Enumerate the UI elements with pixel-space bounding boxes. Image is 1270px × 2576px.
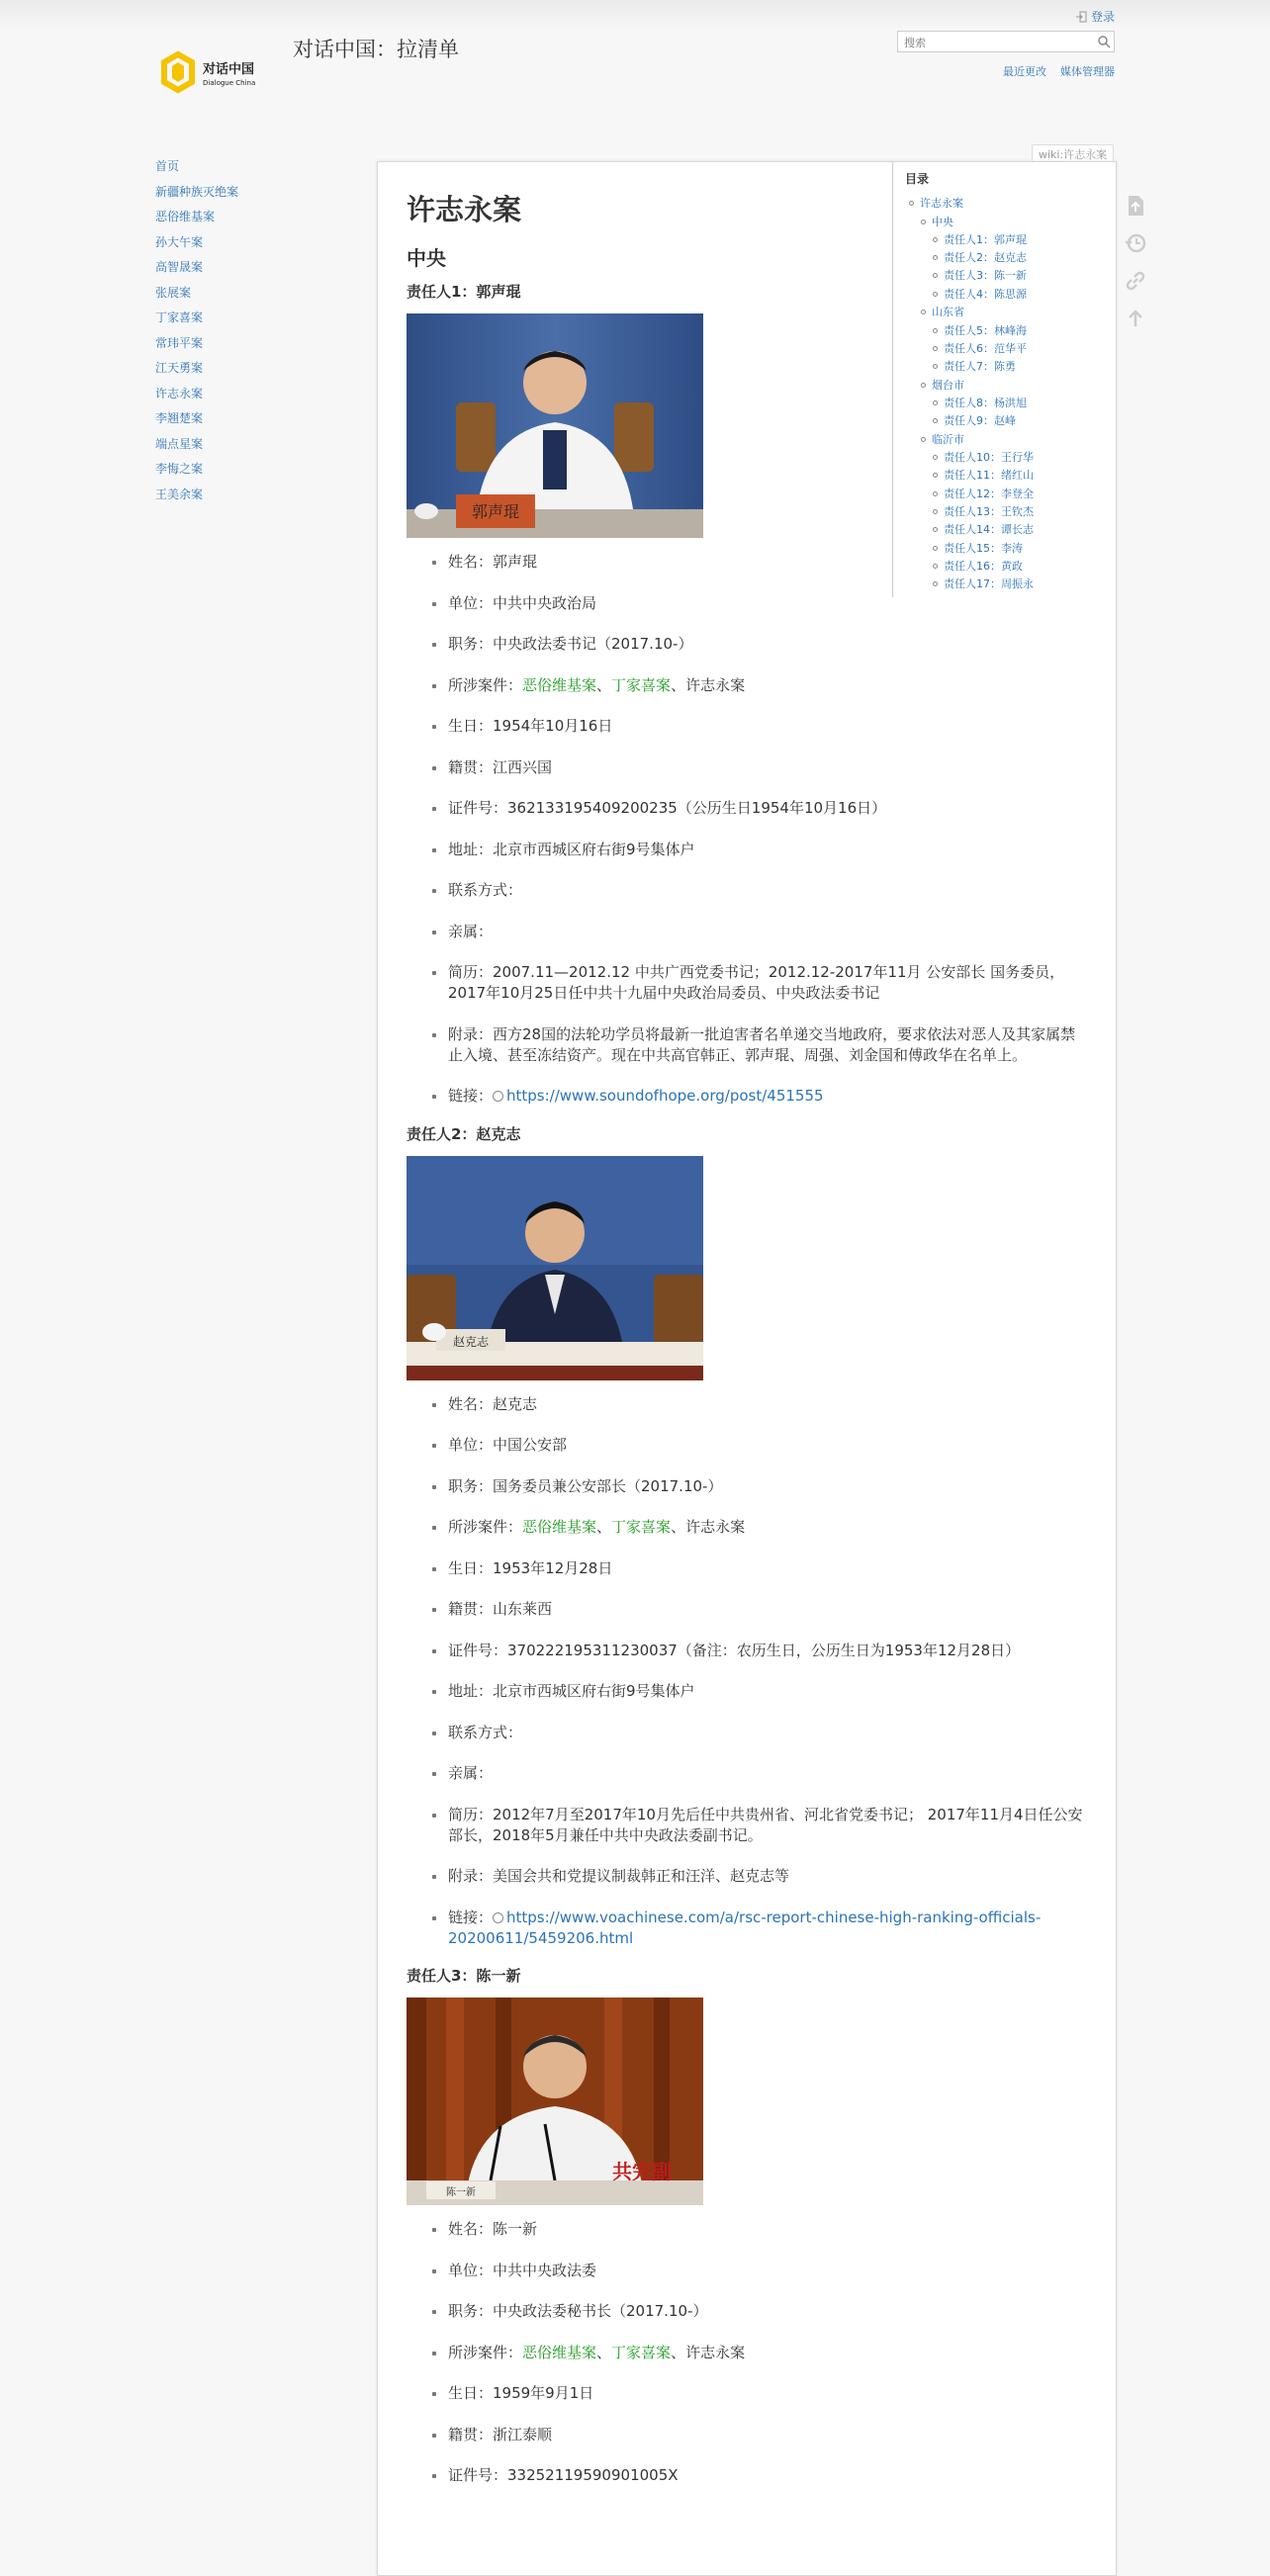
- person-photo[interactable]: [407, 313, 703, 538]
- case-link[interactable]: 丁家喜案: [611, 2343, 672, 2361]
- sidebar-item[interactable]: 李翘楚案: [155, 411, 204, 425]
- toc-item[interactable]: 责任人6：范华平: [944, 342, 1027, 355]
- detail-birthday: 生日：1959年9月1日: [448, 2383, 1089, 2404]
- arrow-up-icon: [1123, 306, 1148, 331]
- detail-origin: 籍贯：浙江泰顺: [448, 2425, 1089, 2445]
- sidebar: [155, 157, 238, 510]
- site-logo[interactable]: [158, 49, 277, 95]
- sidebar-item[interactable]: 常玮平案: [155, 335, 204, 350]
- person-photo[interactable]: [407, 1998, 703, 2205]
- sidebar-item[interactable]: 端点星案: [155, 436, 204, 451]
- toc-item[interactable]: 责任人5：林峰海: [944, 324, 1027, 337]
- person-heading: 责任人3：陈一新: [407, 1967, 521, 1985]
- page-content-area: [377, 161, 1117, 2576]
- recent-changes-link[interactable]: 最近更改: [1003, 65, 1046, 78]
- search-box[interactable]: [897, 31, 1115, 52]
- detail-relatives: 亲属：: [448, 922, 1089, 942]
- detail-unit: 单位：中共中央政法委: [448, 2261, 1089, 2281]
- person-details: [407, 2219, 1089, 2486]
- media-manager-link[interactable]: 媒体管理器: [1060, 65, 1115, 78]
- name-placard: 赵克志: [452, 1334, 490, 1349]
- toc-item[interactable]: 责任人3：陈一新: [944, 269, 1027, 282]
- toc-item[interactable]: 中央: [932, 216, 953, 228]
- logo-text-cn: 对话中国: [203, 62, 255, 77]
- toc-item[interactable]: 责任人14：谭长志: [944, 523, 1034, 536]
- case-link[interactable]: 丁家喜案: [611, 1518, 672, 1536]
- page-id[interactable]: wiki:许志永案: [1032, 144, 1114, 163]
- name-placard: 郭声琨: [471, 502, 520, 521]
- toc-item[interactable]: 责任人8：杨洪旭: [944, 397, 1027, 409]
- old-revisions-button[interactable]: [1123, 230, 1148, 256]
- section-heading: 中央: [407, 246, 446, 270]
- detail-link: 链接： https://www.soundofhope.org/post/451555: [448, 1086, 1089, 1107]
- banner-text: 共完副: [612, 2160, 672, 2183]
- search-button[interactable]: [1097, 34, 1111, 52]
- search-icon: [1097, 35, 1111, 48]
- person-photo[interactable]: [407, 1156, 703, 1380]
- sidebar-item[interactable]: 王美余案: [155, 487, 204, 501]
- toc-item[interactable]: 责任人10：王行华: [944, 451, 1034, 464]
- detail-appendix: 附录：西方28国的法轮功学员将最新一批迫害者名单递交当地政府，要求依法对恶人及其家属禁止入境、甚至冻结资产。现在中共高官韩正、郭声琨、周强、刘金国和傅政华在名单上。: [448, 1024, 1089, 1066]
- detail-cases: 所涉案件：恶俗维基案、丁家喜案、许志永案: [448, 2343, 1089, 2363]
- toc-item[interactable]: 责任人11：绪红山: [944, 469, 1034, 482]
- external-link[interactable]: https://www.soundofhope.org/post/451555: [506, 1087, 824, 1105]
- detail-address: 地址：北京市西城区府右街9号集体户: [448, 840, 1089, 860]
- toc-title: 目录: [905, 172, 930, 186]
- sidebar-item[interactable]: 许志永案: [155, 386, 204, 400]
- person-heading: 责任人1：郭声琨: [407, 283, 521, 301]
- login-link[interactable]: [1075, 8, 1115, 25]
- detail-relatives: 亲属：: [448, 1763, 1089, 1784]
- toc-item[interactable]: 烟台市: [932, 379, 964, 392]
- detail-contact: 联系方式：: [448, 1723, 1089, 1743]
- sidebar-item[interactable]: 新疆种族灭绝案: [155, 184, 239, 199]
- person-details: [407, 552, 1089, 1107]
- toc-item[interactable]: 责任人15：李涛: [944, 542, 1023, 555]
- search-input[interactable]: [902, 34, 1094, 53]
- toc-item[interactable]: 责任人2：赵克志: [944, 251, 1027, 264]
- detail-name: 姓名：陈一新: [448, 2219, 1089, 2240]
- logo-text-en: Dialogue China: [203, 79, 256, 87]
- detail-birthday: 生日：1954年10月16日: [448, 716, 1089, 737]
- detail-appendix: 附录：美国会共和党提议制裁韩正和汪洋、赵克志等: [448, 1866, 1089, 1887]
- article: [407, 182, 1089, 2507]
- sidebar-item[interactable]: 李悔之案: [155, 462, 204, 476]
- toc-item[interactable]: 责任人9：赵峰: [944, 414, 1016, 427]
- toc-item[interactable]: 责任人17：周振永: [944, 577, 1034, 590]
- detail-name: 姓名：赵克志: [448, 1394, 1089, 1415]
- toc-item[interactable]: 责任人13：王钦杰: [944, 505, 1034, 518]
- page-tools: [1123, 193, 1148, 343]
- detail-address: 地址：北京市西城区府右街9号集体户: [448, 1681, 1089, 1702]
- sidebar-item[interactable]: 江天勇案: [155, 361, 204, 375]
- globe-icon: [493, 1912, 503, 1923]
- toc-item[interactable]: 临沂市: [932, 433, 964, 446]
- toc-item[interactable]: 责任人4：陈思源: [944, 288, 1027, 301]
- link-icon: [1123, 268, 1148, 294]
- detail-id: 证件号：33252119590901005X: [448, 2465, 1089, 2486]
- detail-link: 链接： https://www.voachinese.com/a/rsc-report-chinese-high-ranking-officials-20200611/5459206.html: [448, 1908, 1089, 1949]
- backlinks-button[interactable]: [1123, 268, 1148, 294]
- detail-id: 证件号：362133195409200235（公历生日1954年10月16日）: [448, 798, 1089, 819]
- detail-post: 职务：国务委员兼公安部长（2017.10-）: [448, 1476, 1089, 1497]
- toc-item[interactable]: 许志永案: [920, 197, 963, 210]
- site-title[interactable]: 对话中国：拉清单: [293, 38, 459, 61]
- toc-item[interactable]: 责任人7：陈勇: [944, 360, 1016, 373]
- globe-icon: [493, 1091, 503, 1102]
- person-heading: 责任人2：赵克志: [407, 1124, 521, 1143]
- detail-origin: 籍贯：江西兴国: [448, 757, 1089, 778]
- external-link[interactable]: https://www.voachinese.com/a/rsc-report-chinese-high-ranking-officials-20200611/5459206.html: [448, 1908, 1042, 1947]
- sidebar-item[interactable]: 高智晟案: [155, 260, 204, 274]
- detail-post: 职务：中央政法委秘书长（2017.10-）: [448, 2301, 1089, 2322]
- sidebar-item[interactable]: 丁家喜案: [155, 311, 204, 324]
- sidebar-item[interactable]: 恶俗维基案: [155, 210, 216, 223]
- detail-cases: 所涉案件：恶俗维基案、丁家喜案、许志永案: [448, 1517, 1089, 1538]
- toc-item[interactable]: 责任人12：李登全: [944, 488, 1034, 500]
- detail-origin: 籍贯：山东莱西: [448, 1599, 1089, 1620]
- tools-menu: [1003, 63, 1115, 79]
- detail-name: 姓名：郭声琨: [448, 552, 1089, 573]
- toc-item[interactable]: 责任人1：郭声琨: [944, 233, 1027, 246]
- history-icon: [1123, 230, 1148, 256]
- toc-item[interactable]: 山东省: [932, 306, 964, 318]
- person-details: [407, 1394, 1089, 1949]
- detail-birthday: 生日：1953年12月28日: [448, 1558, 1089, 1579]
- detail-post: 职务：中央政法委书记（2017.10-）: [448, 634, 1089, 655]
- case-link[interactable]: 恶俗维基案: [522, 1518, 597, 1536]
- sidebar-item-home[interactable]: 首页: [155, 159, 180, 173]
- case-link[interactable]: 恶俗维基案: [522, 675, 597, 694]
- page-source-icon: [1123, 193, 1148, 219]
- sidebar-item[interactable]: 孙大午案: [155, 234, 204, 249]
- detail-unit: 单位：中共中央政治局: [448, 593, 1089, 614]
- show-source-button[interactable]: [1123, 193, 1148, 219]
- detail-unit: 单位：中国公安部: [448, 1435, 1089, 1456]
- login-icon: [1075, 11, 1087, 23]
- name-placard: 陈一新: [446, 2187, 476, 2198]
- detail-resume: 简历：2007.11—2012.12 中共广西党委书记；2012.12-2017年11月 公安部长 国务委员，2017年10月25日任中共十九届中央政治局委员、中央政法委书记: [448, 962, 1089, 1004]
- toc-item[interactable]: 责任人16：黄政: [944, 560, 1023, 573]
- detail-resume: 简历：2012年7月至2017年10月先后任中共贵州省、河北省党委书记； 2017年11月4日任公安部长，2018年5月兼任中共中央政法委副书记。: [448, 1805, 1089, 1846]
- detail-id: 证件号：370222195311230037（备注：农历生日，公历生日为1953年12月28日）: [448, 1641, 1089, 1661]
- case-link[interactable]: 恶俗维基案: [522, 2343, 597, 2361]
- sidebar-item[interactable]: 张展案: [155, 285, 192, 300]
- case-link[interactable]: 丁家喜案: [611, 675, 672, 694]
- login-label: 登录: [1090, 10, 1115, 24]
- back-to-top-button[interactable]: [1123, 306, 1148, 331]
- page-title: 许志永案: [407, 193, 522, 226]
- detail-cases: 所涉案件：恶俗维基案、丁家喜案、许志永案: [448, 675, 1089, 696]
- detail-contact: 联系方式：: [448, 880, 1089, 901]
